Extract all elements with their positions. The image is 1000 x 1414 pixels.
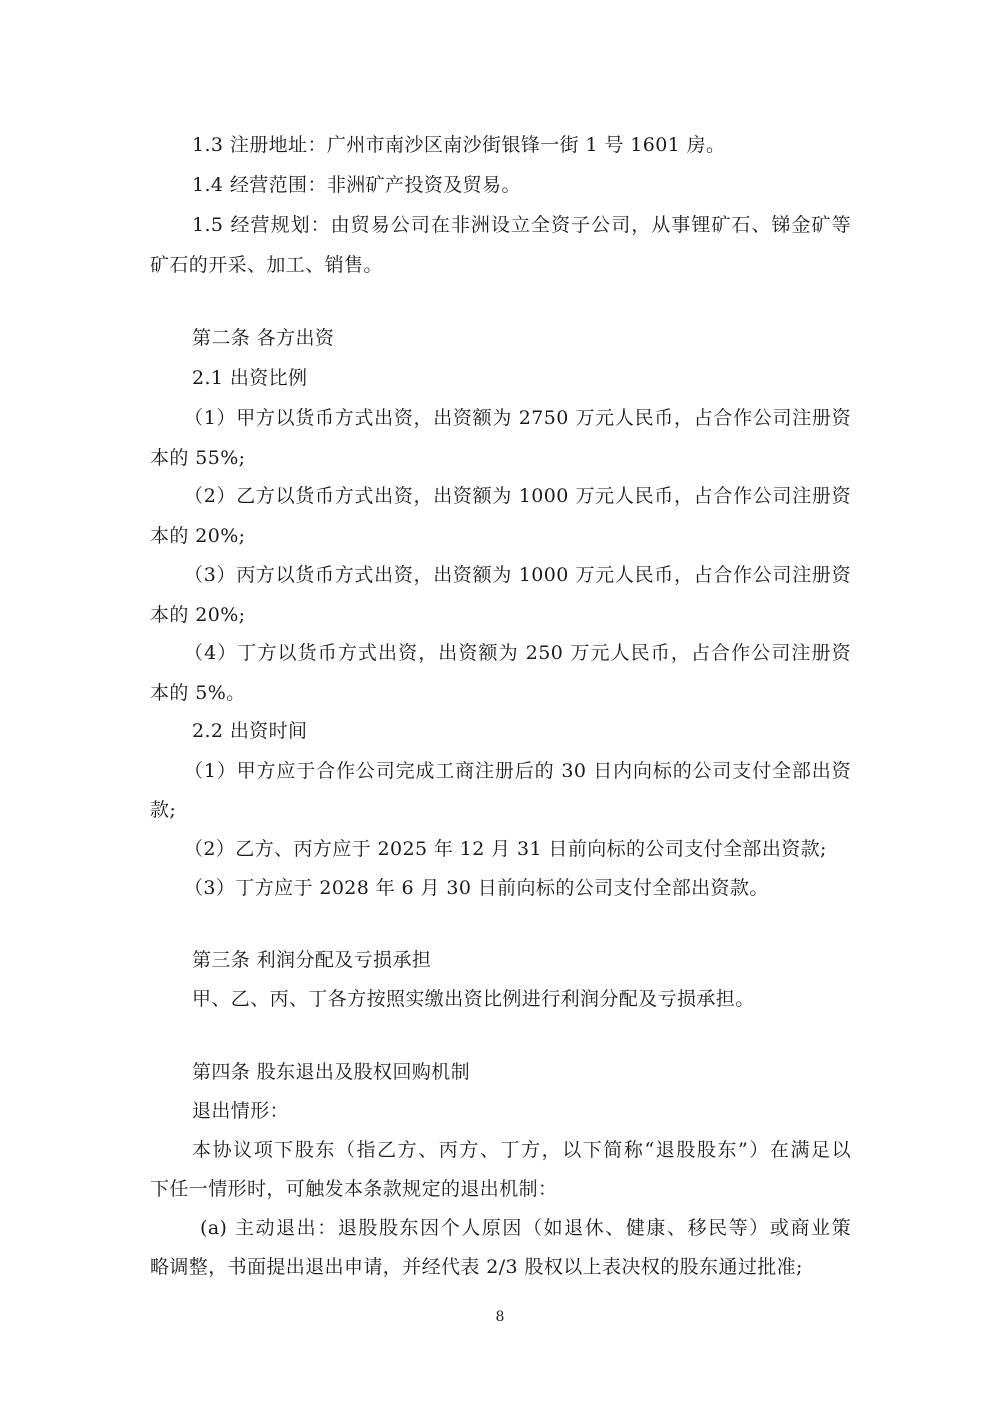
text-line: 矿石的开采、加工、销售。 — [150, 254, 383, 276]
text-line: （4）丁方以货币方式出资，出资额为 250 万元人民币，占合作公司注册资 — [184, 642, 851, 664]
text-line: （2）乙方以货币方式出资，出资额为 1000 万元人民币，占合作公司注册资 — [184, 485, 851, 507]
text-line: 略调整，书面提出退出申请，并经代表 2/3 股权以上表决权的股东通过批准; — [150, 1256, 803, 1278]
text-line: 甲、乙、丙、丁各方按照实缴出资比例进行利润分配及亏损承担。 — [192, 988, 755, 1010]
text-line: (a) 主动退出：退股股东因个人原因（如退休、健康、移民等）或商业策 — [200, 1217, 851, 1239]
text-line: 退出情形： — [192, 1100, 290, 1122]
text-line: 本的 20%; — [150, 604, 246, 626]
page-number: 8 — [495, 1309, 505, 1325]
text-line: （2）乙方、丙方应于 2025 年 12 月 31 日前向标的公司支付全部出资款; — [184, 838, 827, 860]
text-line: 1.3 注册地址：广州市南沙区南沙街银锋一街 1 号 1601 房。 — [192, 134, 726, 156]
text-line: 款; — [150, 799, 177, 821]
text-line: 1.5 经营规划：由贸易公司在非洲设立全资子公司，从事锂矿石、锑金矿等 — [192, 214, 851, 236]
text-line: 本的 55%; — [150, 447, 246, 469]
text-line: （1）甲方以货币方式出资，出资额为 2750 万元人民币，占合作公司注册资 — [184, 407, 851, 429]
text-line: 下任一情形时，可触发本条款规定的退出机制： — [150, 1178, 558, 1200]
section-heading: 第二条 各方出资 — [192, 327, 335, 349]
text-line: （3）丙方以货币方式出资，出资额为 1000 万元人民币，占合作公司注册资 — [184, 564, 851, 586]
section-heading: 第三条 利润分配及亏损承担 — [192, 949, 432, 971]
text-line: 本的 5%。 — [150, 682, 246, 704]
text-line: 本的 20%; — [150, 525, 246, 547]
text-line: 本协议项下股东（指乙方、丙方、丁方，以下简称“退股股东”）在满足以 — [192, 1139, 851, 1161]
text-line: （3）丁方应于 2028 年 6 月 30 日前向标的公司支付全部出资款。 — [184, 877, 769, 899]
section-heading: 第四条 股东退出及股权回购机制 — [192, 1061, 471, 1083]
subsection-heading: 2.1 出资比例 — [192, 367, 308, 389]
text-line: 1.4 经营范围：非洲矿产投资及贸易。 — [192, 174, 521, 196]
subsection-heading: 2.2 出资时间 — [192, 720, 308, 742]
text-line: （1）甲方应于合作公司完成工商注册后的 30 日内向标的公司支付全部出资 — [184, 760, 851, 782]
